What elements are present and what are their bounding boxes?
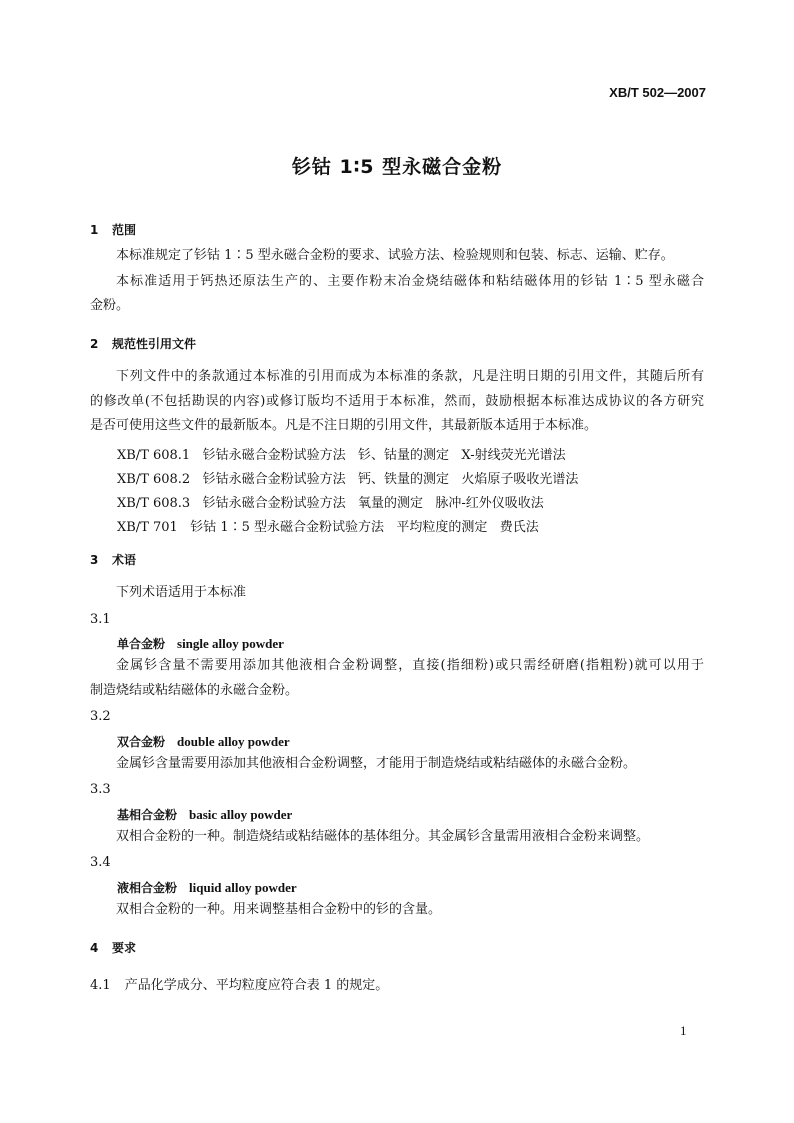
term-english: basic alloy powder: [189, 807, 293, 822]
term-definition: 金属钐含量不需要用添加其他液相合金粉调整，直接(指细粉)或只需经研磨(指粗粉)就可以用于: [116, 658, 704, 673]
reference-item: XB/T 608.2 钐钴永磁合金粉试验方法 钙、铁量的测定 火焰原子吸收光谱法: [117, 472, 579, 487]
section-title: 术语: [112, 553, 137, 567]
paragraph: 下列术语适用于本标准: [116, 585, 247, 600]
document-title: 钐钴 1∶5 型永磁合金粉: [291, 156, 503, 178]
section-title: 范围: [112, 223, 137, 237]
section-number: 4: [90, 941, 99, 955]
term-entry: [117, 879, 297, 896]
term-entry: [117, 733, 290, 750]
term-chinese: 液相合金粉: [117, 881, 178, 895]
term-definition: 制造烧结或粘结磁体的永磁合金粉。: [90, 683, 299, 698]
section-heading-scope: [90, 221, 136, 238]
term-entry: [117, 635, 284, 652]
term-english: single alloy powder: [177, 636, 284, 651]
paragraph: 本标准规定了钐钴 1∶5 型永磁合金粉的要求、试验方法、检验规则和包装、标志、运输、贮存。: [116, 248, 674, 263]
clause-number: 4.1: [90, 978, 111, 993]
section-heading-terms: [90, 551, 136, 568]
paragraph: 本标准适用于钙热还原法生产的、主要作粉末冶金烧结磁体和粘结磁体用的钐钴 1∶5 型永磁合: [116, 274, 704, 289]
term-chinese: 双合金粉: [117, 735, 166, 749]
clause-text: 产品化学成分、平均粒度应符合表 1 的规定。: [124, 978, 389, 993]
clause-4-1: [90, 974, 388, 993]
term-chinese: 基相合金粉: [117, 808, 178, 822]
document-code: XB/T 502—2007: [609, 85, 706, 100]
section-title: 规范性引用文件: [112, 337, 197, 351]
term-definition: 双相合金粉的一种。制造烧结或粘结磁体的基体组分。其金属钐含量需用液相合金粉来调整。: [116, 829, 650, 844]
section-heading-requirements: [90, 939, 136, 956]
term-entry: [117, 806, 292, 823]
section-number: 2: [90, 337, 99, 351]
term-chinese: 单合金粉: [117, 637, 166, 651]
section-number: 3: [90, 553, 99, 567]
term-definition: 双相合金粉的一种。用来调整基相合金粉中的钐的含量。: [116, 902, 442, 917]
term-number: 3.2: [90, 709, 111, 724]
term-definition: 金属钐含量需要用添加其他液相合金粉调整，才能用于制造烧结或粘结磁体的永磁合金粉。: [116, 756, 637, 771]
reference-item: XB/T 608.1 钐钴永磁合金粉试验方法 钐、钴量的测定 X-射线荧光光谱法: [117, 448, 566, 463]
paragraph: 下列文件中的条款通过本标准的引用而成为本标准的条款，凡是注明日期的引用文件，其随后所有: [116, 369, 704, 384]
term-english: double alloy powder: [177, 734, 290, 749]
term-number: 3.4: [90, 855, 111, 870]
reference-item: XB/T 701 钐钴 1∶5 型永磁合金粉试验方法 平均粒度的测定 费氏法: [117, 520, 539, 535]
paragraph: 是否可使用这些文件的最新版本。凡是不注日期的引用文件，其最新版本适用于本标准。: [90, 418, 598, 433]
term-number: 3.1: [90, 612, 111, 627]
page-number: 1: [680, 1023, 687, 1038]
paragraph: 的修改单(不包括勘误的内容)或修订版均不适用于本标准，然而，鼓励根据本标准达成协议的各方研究: [90, 394, 704, 409]
paragraph: 金粉。: [90, 298, 130, 313]
term-number: 3.3: [90, 782, 111, 797]
section-number: 1: [90, 223, 99, 237]
reference-item: XB/T 608.3 钐钴永磁合金粉试验方法 氧量的测定 脉冲-红外仪吸收法: [117, 496, 544, 511]
section-heading-normative-references: [90, 335, 196, 352]
section-title: 要求: [112, 941, 137, 955]
term-english: liquid alloy powder: [189, 880, 297, 895]
